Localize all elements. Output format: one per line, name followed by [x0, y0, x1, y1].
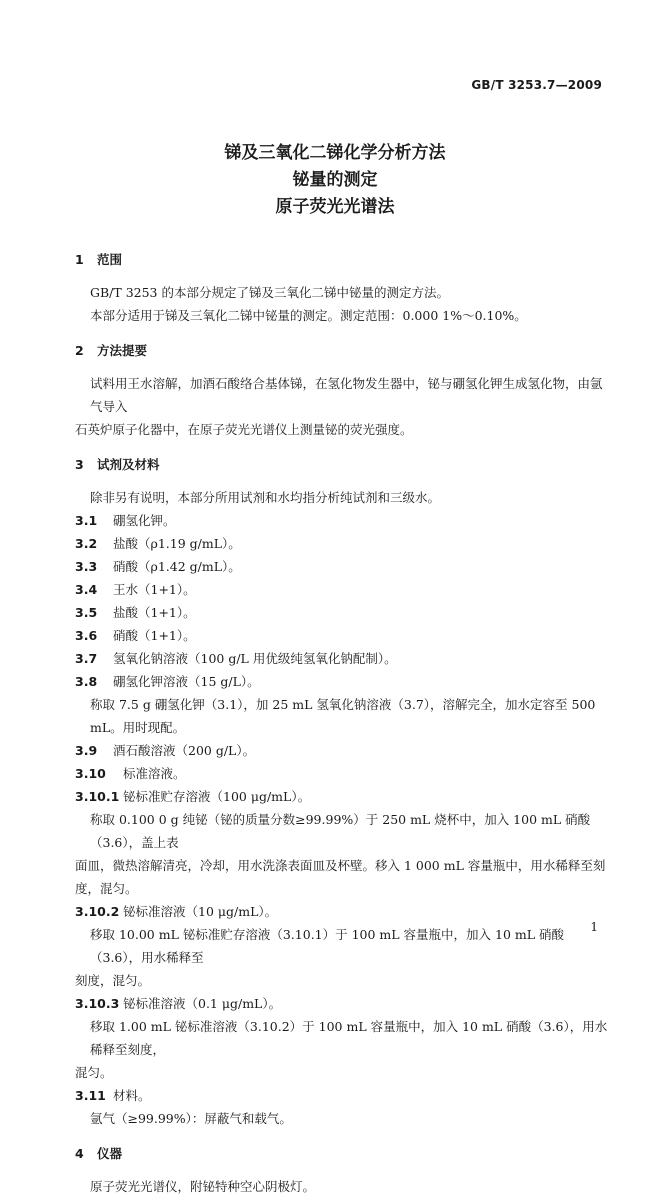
item-text: 王水（1+1）。	[113, 582, 196, 597]
list-item	[75, 601, 610, 624]
list-item	[75, 555, 610, 578]
section-title: 方法提要	[97, 343, 148, 358]
item-text: 铋标准溶液（10 μg/mL）。	[123, 904, 278, 919]
title-line-3: 原子荧光光谱法	[275, 197, 395, 217]
item-text: 酒石酸溶液（200 g/L）。	[113, 743, 256, 758]
standard-number: GB/T 3253.7—2009	[471, 78, 602, 92]
item-number: 3.10.1	[75, 789, 120, 804]
item-3-10-2-description-line-2: 刻度，混匀。	[75, 973, 151, 988]
item-number: 3.10.3	[75, 996, 120, 1011]
section-number: 4	[75, 1146, 84, 1161]
list-item	[75, 670, 610, 693]
item-number: 3.7	[75, 651, 98, 666]
section-1-paragraph-2: 本部分适用于锑及三氧化二锑中铋量的测定。测定范围：0.000 1%～0.10%。	[90, 308, 527, 323]
section-4-paragraph-1: 原子荧光光谱仪，附铋特种空心阴极灯。	[90, 1179, 316, 1194]
section-number: 3	[75, 457, 84, 472]
item-text: 硼氢化钾。	[113, 513, 176, 528]
item-text: 硝酸（ρ1.42 g/mL）。	[113, 559, 241, 574]
item-number: 3.10	[75, 766, 106, 781]
section-number: 2	[75, 343, 84, 358]
title-line-1: 锑及三氧化二锑化学分析方法	[224, 143, 446, 163]
item-3-10-3-description-line-1: 移取 1.00 mL 铋标准溶液（3.10.2）于 100 mL 容量瓶中，加入 10 mL 硝酸（3.6），用水稀释至刻度，	[90, 1019, 608, 1057]
section-1-paragraph-1: GB/T 3253 的本部分规定了锑及三氧化二锑中铋量的测定方法。	[90, 285, 449, 300]
section-title: 仪器	[97, 1146, 123, 1161]
page-number: 1	[590, 920, 598, 934]
item-3-10-1-description-line-1: 称取 0.100 0 g 纯铋（铋的质量分数≥99.99%）于 250 mL 烧杯中，加入 100 mL 硝酸（3.6），盖上表	[90, 812, 591, 850]
list-item	[75, 624, 610, 647]
section-number: 1	[75, 252, 84, 267]
item-number: 3.3	[75, 559, 98, 574]
item-number: 3.8	[75, 674, 98, 689]
section-title: 范围	[97, 252, 123, 267]
section-title: 试剂及材料	[97, 457, 160, 472]
item-text: 硝酸（1+1）。	[113, 628, 196, 643]
list-item	[75, 992, 610, 1015]
list-item	[75, 509, 610, 532]
item-number: 3.11	[75, 1088, 106, 1103]
list-item	[75, 1084, 610, 1107]
item-number: 3.6	[75, 628, 98, 643]
list-item	[75, 900, 610, 923]
item-3-10-1-description-line-2: 面皿，微热溶解清亮，冷却，用水洗涤表面皿及杯壁。移入 1 000 mL 容量瓶中，用水稀释至刻度，混匀。	[75, 858, 606, 896]
item-text: 盐酸（ρ1.19 g/mL）。	[113, 536, 241, 551]
item-number: 3.2	[75, 536, 98, 551]
list-item	[75, 578, 610, 601]
item-number: 3.1	[75, 513, 98, 528]
item-text: 材料。	[113, 1088, 151, 1103]
item-text: 盐酸（1+1）。	[113, 605, 196, 620]
item-text: 铋标准贮存溶液（100 μg/mL）。	[123, 789, 311, 804]
item-3-11-description: 氩气（≥99.99%）：屏蔽气和载气。	[90, 1111, 292, 1126]
document-body	[75, 248, 610, 1198]
section-1-heading	[75, 248, 610, 271]
list-item	[75, 785, 610, 808]
item-text: 氢氧化钠溶液（100 g/L 用优级纯氢氧化钠配制）。	[113, 651, 397, 666]
item-number: 3.5	[75, 605, 98, 620]
item-text: 硼氢化钾溶液（15 g/L）。	[113, 674, 260, 689]
list-item	[75, 647, 610, 670]
document-title	[0, 140, 670, 221]
section-3-heading	[75, 453, 610, 476]
item-3-10-3-description-line-2: 混匀。	[75, 1065, 113, 1080]
list-item	[75, 532, 610, 555]
item-3-8-description: 称取 7.5 g 硼氢化钾（3.1），加 25 mL 氢氧化钠溶液（3.7），溶解完全，加水定容至 500 mL。用时现配。	[90, 697, 596, 735]
list-item	[75, 739, 610, 762]
item-3-10-2-description-line-1: 移取 10.00 mL 铋标准贮存溶液（3.10.1）于 100 mL 容量瓶中，加入 10 mL 硝酸（3.6），用水稀释至	[90, 927, 565, 965]
item-number: 3.10.2	[75, 904, 120, 919]
section-4-heading	[75, 1142, 610, 1165]
item-number: 3.9	[75, 743, 98, 758]
item-number: 3.4	[75, 582, 98, 597]
section-2-heading	[75, 339, 610, 362]
title-line-2: 铋量的测定	[292, 170, 378, 190]
section-2-paragraph-1: 试料用王水溶解，加酒石酸络合基体锑，在氢化物发生器中，铋与硼氢化钾生成氢化物，由氩气导入	[90, 376, 603, 414]
item-text: 标准溶液。	[123, 766, 186, 781]
section-2-paragraph-2: 石英炉原子化器中，在原子荧光光谱仪上测量铋的荧光强度。	[75, 422, 413, 437]
item-text: 铋标准溶液（0.1 μg/mL）。	[123, 996, 282, 1011]
list-item	[75, 762, 610, 785]
section-3-intro: 除非另有说明，本部分所用试剂和水均指分析纯试剂和三级水。	[90, 490, 441, 505]
